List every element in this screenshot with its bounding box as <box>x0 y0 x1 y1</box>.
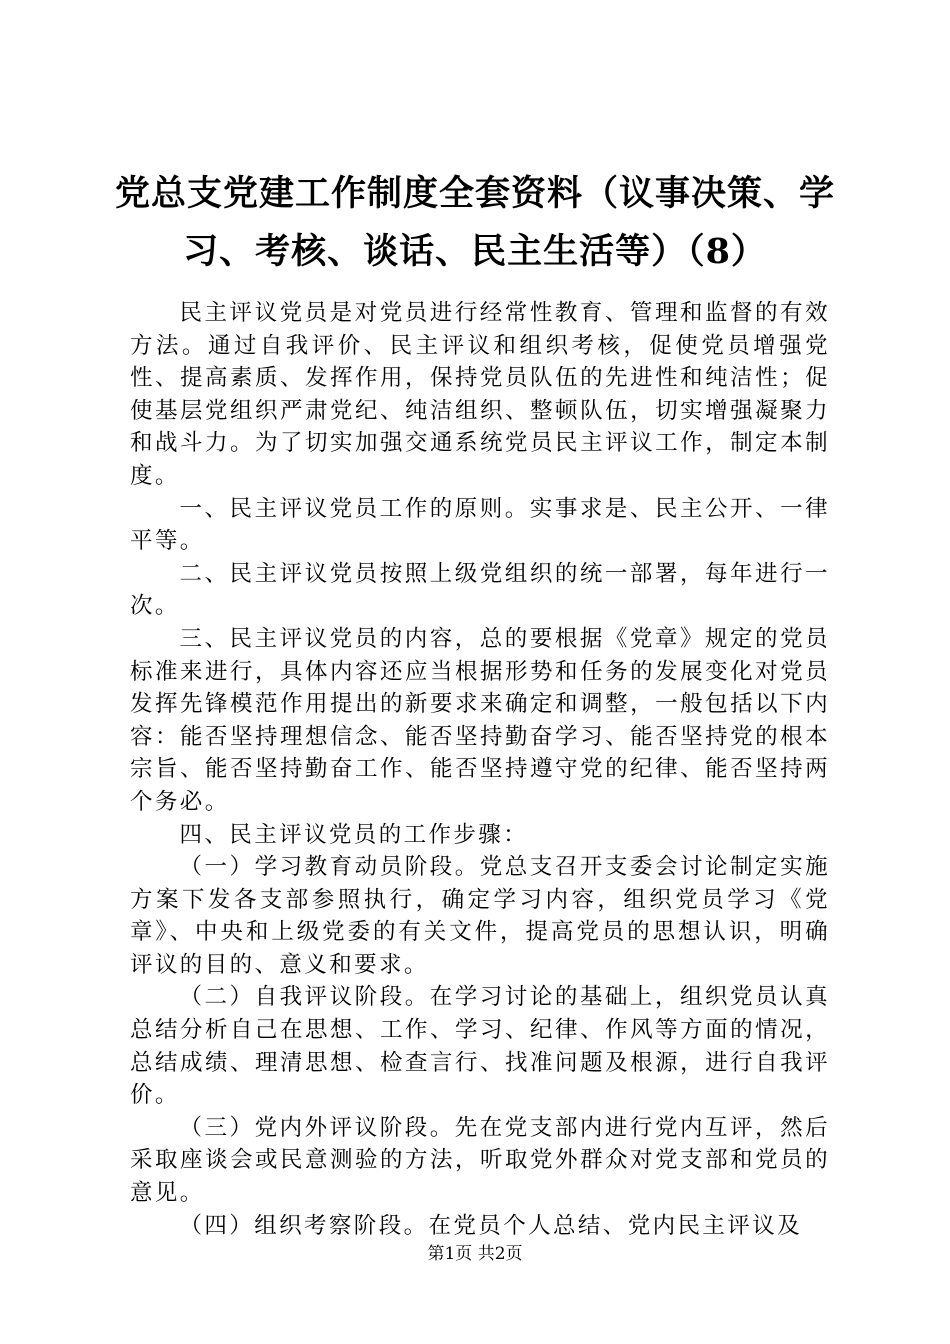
paragraph-step-4: （四）组织考察阶段。在党员个人总结、党内民主评议及 <box>179 1212 803 1239</box>
title-line-1: 党总支党建工作制度全套资料（议事决策、学 <box>114 173 835 214</box>
paragraph-intro: 民主评议党员是对党员进行经常性教育、管理和监督的有效方法。通过自我评价、民主评议和组织考核，促使党员增强党性、提高素质、发挥作用，保持党员队伍的先进性和纯洁性；促使基层党组织严肃党纪、纯洁组织、整顿队伍，切实增强凝聚力和战斗力。为了切实加强交通系统党员民主评议工作，制定本制度。 <box>130 300 830 489</box>
paragraph-content: 三、民主评议党员的内容，总的要根据《党章》规定的党员标准来进行，具体内容还应当根据形势和任务的发展变化对党员发挥先锋模范作用提出的新要求来确定和调整，一般包括以下内容：能否坚持理想信念、能否坚持勤奋学习、能否坚持党的根本宗旨、能否坚持勤奋工作、能否坚持遵守党的纪律、能否坚持两个务必。 <box>130 625 830 815</box>
paragraph-principle: 一、民主评议党员工作的原则。实事求是、民主公开、一律平等。 <box>130 495 830 555</box>
paragraph-steps-heading: 四、民主评议党员的工作步骤： <box>179 821 529 848</box>
paragraph-step-3: （三）党内外评议阶段。先在党支部内进行党内互评，然后采取座谈会或民意测验的方法，听取党外群众对党支部和党员的意见。 <box>130 1114 830 1207</box>
paragraph-step-1: （一）学习教育动员阶段。党总支召开支委会讨论制定实施方案下发各支部参照执行，确定学习内容，组织党员学习《党章》、中央和上级党委的有关文件，提高党员的思想认识，明确评议的目的、意义和要求。 <box>130 854 830 978</box>
title-line-2: 习、考核、谈话、民主生活等）（8） <box>183 231 767 272</box>
paragraph-step-2: （二）自我评议阶段。在学习讨论的基础上，组织党员认真总结分析自己在思想、工作、学习、纪律、作风等方面的情况，总结成绩、理清思想、检查言行、找准问题及根源，进行自我评价。 <box>130 984 830 1109</box>
page-number-footer: 第1页 共2页 <box>427 1244 523 1264</box>
paragraph-frequency: 二、民主评议党员按照上级党组织的统一部署，每年进行一次。 <box>130 560 830 620</box>
document-title <box>110 165 840 281</box>
document-body <box>130 297 830 1242</box>
